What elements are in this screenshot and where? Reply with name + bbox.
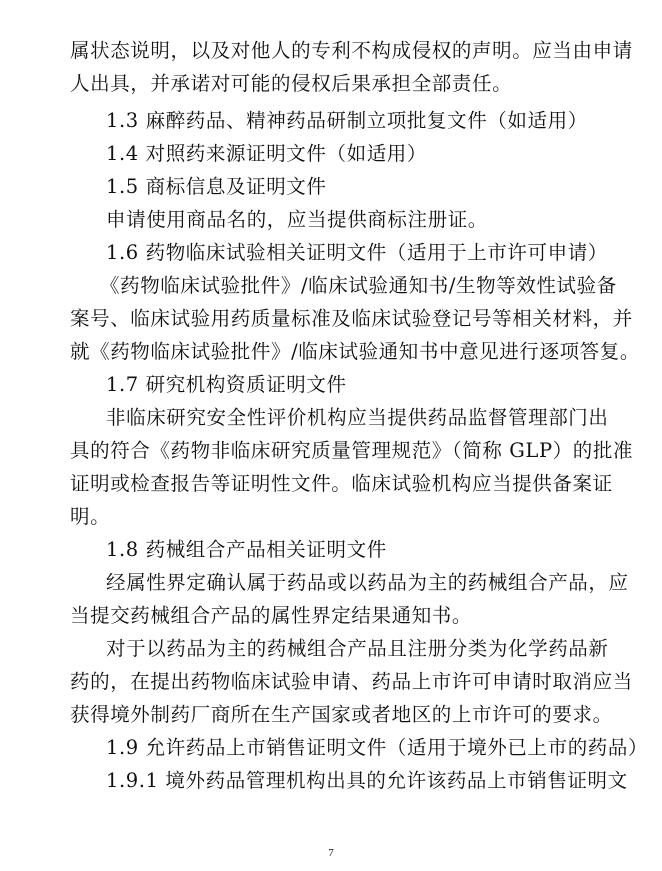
section-heading-1-9: 1.9 允许药品上市销售证明文件（适用于境外已上市的药品） (106, 736, 649, 759)
section-heading-1-8: 1.8 药械组合产品相关证明文件 (106, 538, 387, 561)
paragraph-line-glp-1: 非临床研究安全性评价机构应当提供药品监督管理部门出 (106, 406, 609, 429)
paragraph-line-clinical-3: 就《药物临床试验批件》/临床试验通知书中意见进行逐项答复。 (70, 340, 640, 363)
paragraph-line-trademark: 申请使用商品名的，应当提供商标注册证。 (106, 208, 488, 231)
paragraph-line-clinical-2: 案号、临床试验用药质量标准及临床试验登记号等相关材料，并 (70, 307, 633, 330)
section-heading-1-4: 1.4 对照药来源证明文件（如适用） (106, 142, 428, 165)
paragraph-line-glp-4: 明。 (70, 505, 111, 528)
page-number: 7 (328, 847, 334, 859)
section-heading-1-3: 1.3 麻醉药品、精神药品研制立项批复文件（如适用） (106, 109, 588, 132)
paragraph-line-2: 人出具，并承诺对可能的侵权后果承担全部责任。 (70, 72, 513, 95)
paragraph-line-clinical-1: 《药物临床试验批件》/临床试验通知书/生物等效性试验备 (100, 274, 617, 297)
section-heading-1-6: 1.6 药物临床试验相关证明文件（适用于上市许可申请） (106, 241, 608, 264)
section-heading-1-5: 1.5 商标信息及证明文件 (106, 175, 327, 198)
paragraph-line-glp-2: 具的符合《药物非临床研究质量管理规范》（简称 GLP）的批准 (70, 439, 634, 462)
paragraph-line-1: 属状态说明，以及对他人的专利不构成侵权的声明。应当由申请 (70, 39, 633, 62)
paragraph-line-combo-3: 对于以药品为主的药械组合产品且注册分类为化学药品新 (106, 637, 609, 660)
paragraph-line-combo-1: 经属性界定确认属于药品或以药品为主的药械组合产品，应 (106, 571, 629, 594)
section-heading-1-9-1: 1.9.1 境外药品管理机构出具的允许该药品上市销售证明文 (106, 769, 628, 792)
paragraph-line-combo-5: 获得境外制药厂商所在生产国家或者地区的上市许可的要求。 (70, 703, 613, 726)
paragraph-line-combo-4: 药的，在提出药物临床试验申请、药品上市许可申请时取消应当 (70, 670, 633, 693)
paragraph-line-combo-2: 当提交药械组合产品的属性界定结果通知书。 (70, 604, 473, 627)
paragraph-line-glp-3: 证明或检查报告等证明性文件。临床试验机构应当提供备案证 (70, 472, 613, 495)
section-heading-1-7: 1.7 研究机构资质证明文件 (106, 373, 347, 396)
